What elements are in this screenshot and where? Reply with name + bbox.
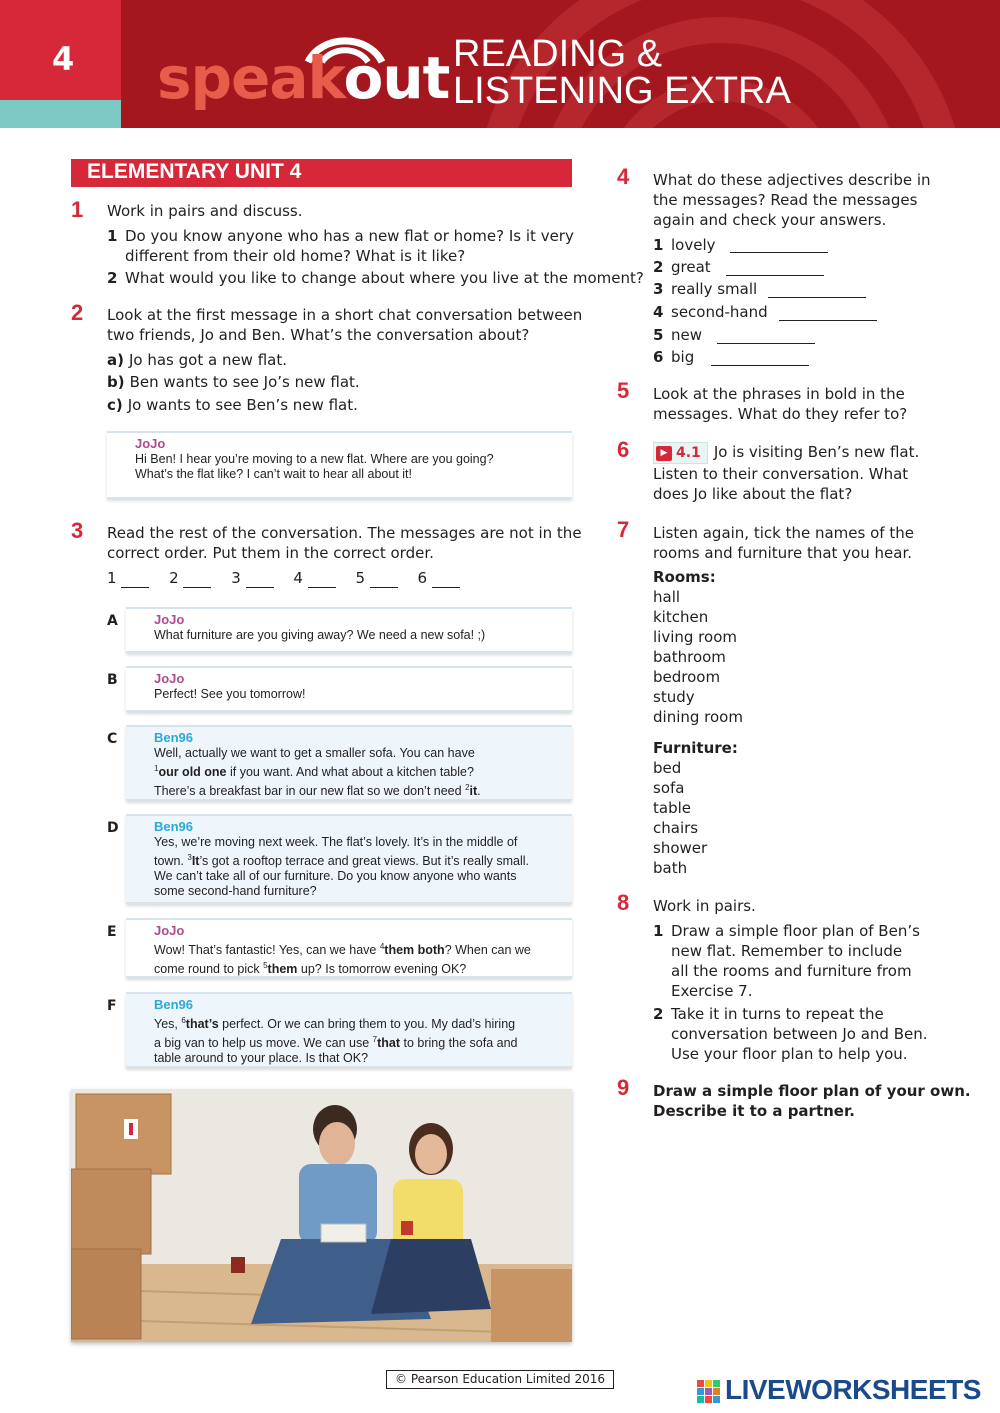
liveworksheets-logo-icon [697, 1380, 721, 1404]
copyright-notice: © Pearson Education Limited 2016 [386, 1370, 614, 1389]
q4-item: 2 great [653, 258, 711, 276]
room-item[interactable]: living room [653, 628, 737, 646]
chat-message-d: Ben96 Yes, we’re moving next week. The flat’s lovely. It’s in the middle of town. $^3$It’s got a rooftop terrace and great views. But it’s really small. We can’t take all of our furniture. Do you know anyone who wants some second-hand furniture? [126, 814, 572, 904]
q3-number: 3 [71, 518, 84, 543]
room-item[interactable]: bathroom [653, 648, 726, 666]
order-blank[interactable] [432, 569, 460, 588]
message-letter: F [107, 998, 117, 1014]
couple-moving-photo [71, 1089, 572, 1342]
q5-number: 5 [617, 378, 630, 403]
audio-track-button[interactable]: ▶ 4.1 [653, 442, 708, 464]
room-item[interactable]: bedroom [653, 668, 721, 686]
q2-option-b: b) Ben wants to see Jo’s new flat. [107, 373, 360, 391]
answer-blank[interactable] [779, 320, 877, 321]
q5-prompt: Look at the phrases in bold in the messages. What do they refer to? [653, 385, 908, 423]
q4-item: 3 really small [653, 280, 758, 298]
q2-option-c: c) Jo wants to see Ben’s new flat. [107, 396, 358, 414]
q2-option-a: a) Jo has got a new flat. [107, 351, 288, 369]
chat-message-b: JoJo Perfect! See you tomorrow! [126, 666, 572, 712]
room-item[interactable]: kitchen [653, 608, 709, 626]
furniture-item[interactable]: sofa [653, 779, 685, 797]
order-blank[interactable] [370, 569, 398, 588]
rooms-list: Rooms: hall kitchen living room bathroom bedroom study dining room [653, 568, 743, 726]
chat-username: JoJo [135, 436, 166, 451]
order-blank[interactable] [246, 569, 274, 588]
order-blank[interactable] [183, 569, 211, 588]
answer-blank[interactable] [711, 365, 809, 366]
q8-prompt: Work in pairs. [653, 897, 756, 915]
chat-message-f: Ben96 Yes, $^6$that’s perfect. Or we can bring them to you. My dad’s hiring a big van to help us move. We can use $^7$that to bring the sofa and table around to your place. Is that OK? [126, 992, 572, 1068]
message-letter: D [107, 820, 119, 836]
message-letter: C [107, 731, 118, 747]
q1-prompt: Work in pairs and discuss. [107, 202, 303, 220]
q7-number: 7 [617, 517, 630, 542]
q9-number: 9 [617, 1075, 630, 1100]
furniture-list: Furniture: bed sofa table chairs shower bath [653, 739, 738, 877]
q2-number: 2 [71, 300, 84, 325]
page-header [0, 0, 1000, 128]
q4-number: 4 [617, 164, 630, 189]
order-blank[interactable] [308, 569, 336, 588]
message-letter: B [107, 672, 118, 688]
order-blank[interactable] [121, 569, 149, 588]
furniture-item[interactable]: bed [653, 759, 682, 777]
chat-message-a: JoJo What furniture are you giving away? We need a new sofa! ;) [126, 607, 572, 653]
unit-number: 4 [52, 40, 75, 78]
room-item[interactable]: study [653, 688, 695, 706]
q4-prompt: What do these adjectives describe in the messages? Read the messages again and check your answers. [653, 171, 931, 229]
answer-blank[interactable] [768, 297, 866, 298]
chat-message-e: JoJo Wow! That’s fantastic! Yes, can we have $^4$them both? When can we come round to pick $^5$them up? Is tomorrow evening OK? [126, 918, 572, 978]
order-slots: 1 2 3 4 5 6 [107, 569, 475, 588]
q8-item: 2 Take it in turns to repeat the conversation between Jo and Ben. Use your floor plan to help you. [653, 1005, 928, 1063]
answer-blank[interactable] [726, 275, 824, 276]
q6-number: 6 [617, 437, 630, 462]
furniture-item[interactable]: chairs [653, 819, 699, 837]
q8-number: 8 [617, 890, 630, 915]
unit-title: ELEMENTARY UNIT 4 [71, 159, 572, 187]
room-item[interactable]: dining room [653, 708, 743, 726]
play-icon: ▶ [656, 446, 672, 461]
furniture-item[interactable]: bath [653, 859, 688, 877]
furniture-item[interactable]: table [653, 799, 691, 817]
q7-prompt: Listen again, tick the names of the rooms and furniture that you hear. [653, 524, 914, 562]
chat-message-c: Ben96 Well, actually we want to get a smaller sofa. You can have $^1$our old one if you want. And what about a kitchen table? There’s a breakfast bar in our new flat so we don’t need $^2$it. [126, 725, 572, 801]
q8-item: 1 Draw a simple floor plan of Ben’s new flat. Remember to include all the rooms and furniture from Exercise 7. [653, 922, 920, 1000]
liveworksheets-brand[interactable]: LIVEWORKSHEETS [725, 1374, 981, 1405]
q4-item: 6 big [653, 348, 695, 366]
speakout-logo: speakout [157, 44, 450, 112]
header-accent-strip [0, 100, 121, 128]
answer-blank[interactable] [717, 343, 815, 344]
header-title: READING & LISTENING EXTRA [453, 33, 791, 112]
q1-item: 2 What would you like to change about where you live at the moment? [107, 269, 644, 287]
q4-item: 1 lovely [653, 236, 716, 254]
q1-item: 1 Do you know anyone who has a new flat or home? Is it very different from their old home? What is it like? [107, 227, 574, 265]
q4-item: 4 second-hand [653, 303, 768, 321]
q9-prompt: Draw a simple floor plan of your own. Describe it to a partner. [653, 1082, 971, 1120]
q4-item: 5 new [653, 326, 703, 344]
message-letter: E [107, 924, 117, 940]
q2-prompt: Look at the first message in a short chat conversation between two friends, Jo and Ben. What’s the conversation about? [107, 306, 583, 344]
message-letter: A [107, 613, 118, 629]
q3-prompt: Read the rest of the conversation. The messages are not in the correct order. Put them in the correct order. [107, 524, 582, 562]
q6-prompt: ▶ 4.1 Jo is visiting Ben’s new flat. Listen to their conversation. What does Jo like about the flat? [653, 443, 920, 503]
answer-blank[interactable] [730, 252, 828, 253]
chat-message-first: JoJo Hi Ben! I hear you’re moving to a new flat. Where are you going? What’s the flat like? I can’t wait to hear all about it! [107, 431, 572, 499]
room-item[interactable]: hall [653, 588, 681, 606]
furniture-item[interactable]: shower [653, 839, 708, 857]
q1-number: 1 [71, 197, 84, 222]
